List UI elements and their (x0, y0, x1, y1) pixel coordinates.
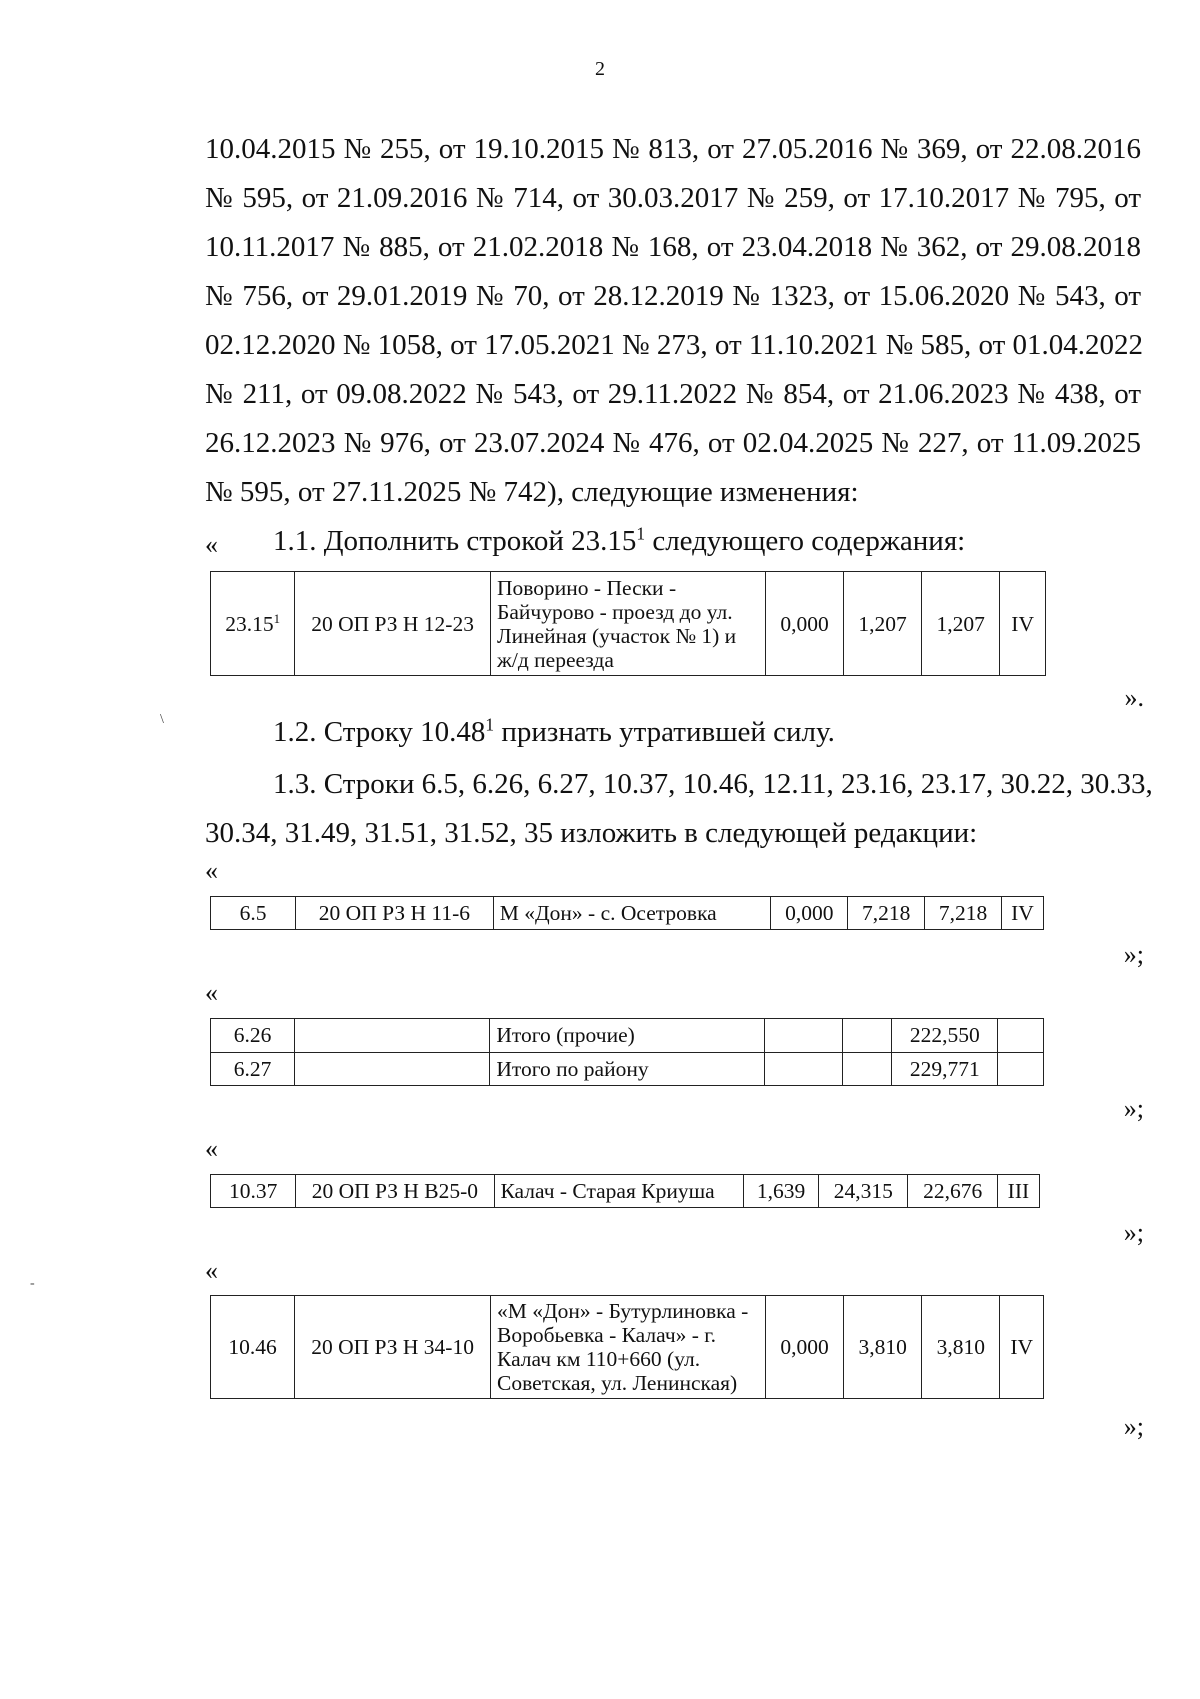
road-name: Итого (прочие) (490, 1019, 764, 1053)
table-row-10-37 (210, 1174, 1040, 1208)
end-km (842, 1052, 892, 1086)
category: IV (1000, 572, 1046, 676)
category: III (997, 1175, 1039, 1208)
row-number: 10.37 (211, 1175, 296, 1208)
quote-close: ». (1124, 683, 1144, 712)
table-row-6-5 (210, 896, 1044, 930)
start-km: 0,000 (765, 572, 843, 676)
road-code (295, 1019, 490, 1053)
road-name: М «Дон» - с. Осетровка (493, 897, 771, 930)
start-km: 0,000 (771, 897, 848, 930)
road-name: Итого по району (490, 1052, 764, 1086)
page-number: 2 (595, 58, 605, 80)
road-name: Поворино - Пески - Байчурово - проезд до ул. Линейная (участок № 1) и ж/д переезда (491, 572, 766, 676)
intro-line: № 756, от 29.01.2019 № 70, от 28.12.2019 № 1323, от 15.06.2020 № 543, от (205, 280, 1141, 312)
quote-open: « (205, 530, 218, 559)
start-km: 1,639 (744, 1175, 819, 1208)
intro-line: № 595, от 27.11.2025 № 742), следующие изменения: (205, 476, 859, 508)
table-row (211, 1052, 1044, 1086)
length-km: 7,218 (925, 897, 1002, 930)
end-km: 7,218 (848, 897, 925, 930)
scan-speck: - (30, 1276, 35, 1291)
quote-open: « (205, 978, 218, 1007)
road-code: 20 ОП РЗ Н 34-10 (295, 1296, 491, 1399)
intro-line: 10.11.2017 № 885, от 21.02.2018 № 168, от 23.04.2018 № 362, от 29.08.2018 (205, 231, 1141, 263)
length-km: 1,207 (922, 572, 1000, 676)
intro-paragraph (205, 125, 1144, 566)
row-number: 6.5 (211, 897, 296, 930)
intro-line: 26.12.2023 № 976, от 23.07.2024 № 476, от 02.04.2025 № 227, от 11.09.2025 (205, 427, 1141, 459)
quote-close: »; (1123, 1412, 1144, 1441)
row-number: 6.26 (211, 1019, 295, 1053)
quote-open: « (205, 1256, 218, 1285)
item-1-3 (205, 760, 1153, 858)
road-code: 20 ОП РЗ Н В25-0 (296, 1175, 494, 1208)
table-row (211, 572, 1046, 676)
item-1-3-line: 30.34, 31.49, 31.51, 31.52, 35 изложить в следующей редакции: (205, 817, 978, 849)
start-km: 0,000 (765, 1296, 843, 1399)
quote-close: »; (1123, 940, 1144, 969)
intro-line: 10.04.2015 № 255, от 19.10.2015 № 813, от 27.05.2016 № 369, от 22.08.2016 (205, 133, 1141, 165)
start-km (764, 1019, 842, 1053)
category: IV (1001, 897, 1043, 930)
table-row (211, 1296, 1044, 1399)
road-code: 20 ОП РЗ Н 12-23 (295, 572, 491, 676)
table-row-23-15 (210, 571, 1046, 676)
intro-line: № 211, от 09.08.2022 № 543, от 29.11.2022 № 854, от 21.06.2023 № 438, от (205, 378, 1141, 410)
category: IV (1000, 1296, 1044, 1399)
length-km: 3,810 (922, 1296, 1000, 1399)
item-1-2: 1.2. Строку 10.48$^1$ признать утратившей силу. (273, 714, 835, 748)
quote-open: « (205, 1134, 218, 1163)
end-km (842, 1019, 892, 1053)
road-name: «М «Дон» - Бутурлиновка - Воробьевка - Калач» - г. Калач км 110+660 (ул. Советская, ул. Ленинская) (491, 1296, 766, 1399)
length-km: 229,771 (892, 1052, 998, 1086)
road-code: 20 ОП РЗ Н 11-6 (296, 897, 494, 930)
end-km: 24,315 (819, 1175, 908, 1208)
end-km: 1,207 (844, 572, 922, 676)
length-km: 222,550 (892, 1019, 998, 1053)
item-1-3-line: 1.3. Строки 6.5, 6.26, 6.27, 10.37, 10.46, 12.11, 23.16, 23.17, 30.22, 30.33, (273, 768, 1153, 800)
table-rows-6-26-6-27 (210, 1018, 1044, 1086)
road-code (295, 1052, 490, 1086)
end-km: 3,810 (844, 1296, 922, 1399)
category (998, 1052, 1044, 1086)
quote-open: « (205, 856, 218, 885)
scan-speck: \ (160, 712, 164, 727)
table-row-10-46 (210, 1295, 1044, 1399)
table-row (211, 1019, 1044, 1053)
row-number: 10.46 (211, 1296, 295, 1399)
intro-line: 02.12.2020 № 1058, от 17.05.2021 № 273, от 11.10.2021 № 585, от 01.04.2022 (205, 329, 1144, 361)
table-row (211, 1175, 1040, 1208)
intro-line: № 595, от 21.09.2016 № 714, от 30.03.2017 № 259, от 17.10.2017 № 795, от (205, 182, 1141, 214)
row-number: 23.15$^1$ (211, 572, 295, 676)
length-km: 22,676 (908, 1175, 997, 1208)
start-km (764, 1052, 842, 1086)
table-row (211, 897, 1044, 930)
quote-close: »; (1123, 1218, 1144, 1247)
category (998, 1019, 1044, 1053)
item-1-1: 1.1. Дополнить строкой 23.15$^1$ следующего содержания: (273, 523, 966, 557)
row-number: 6.27 (211, 1052, 295, 1086)
road-name: Калач - Старая Криуша (494, 1175, 744, 1208)
quote-close: »; (1123, 1094, 1144, 1123)
